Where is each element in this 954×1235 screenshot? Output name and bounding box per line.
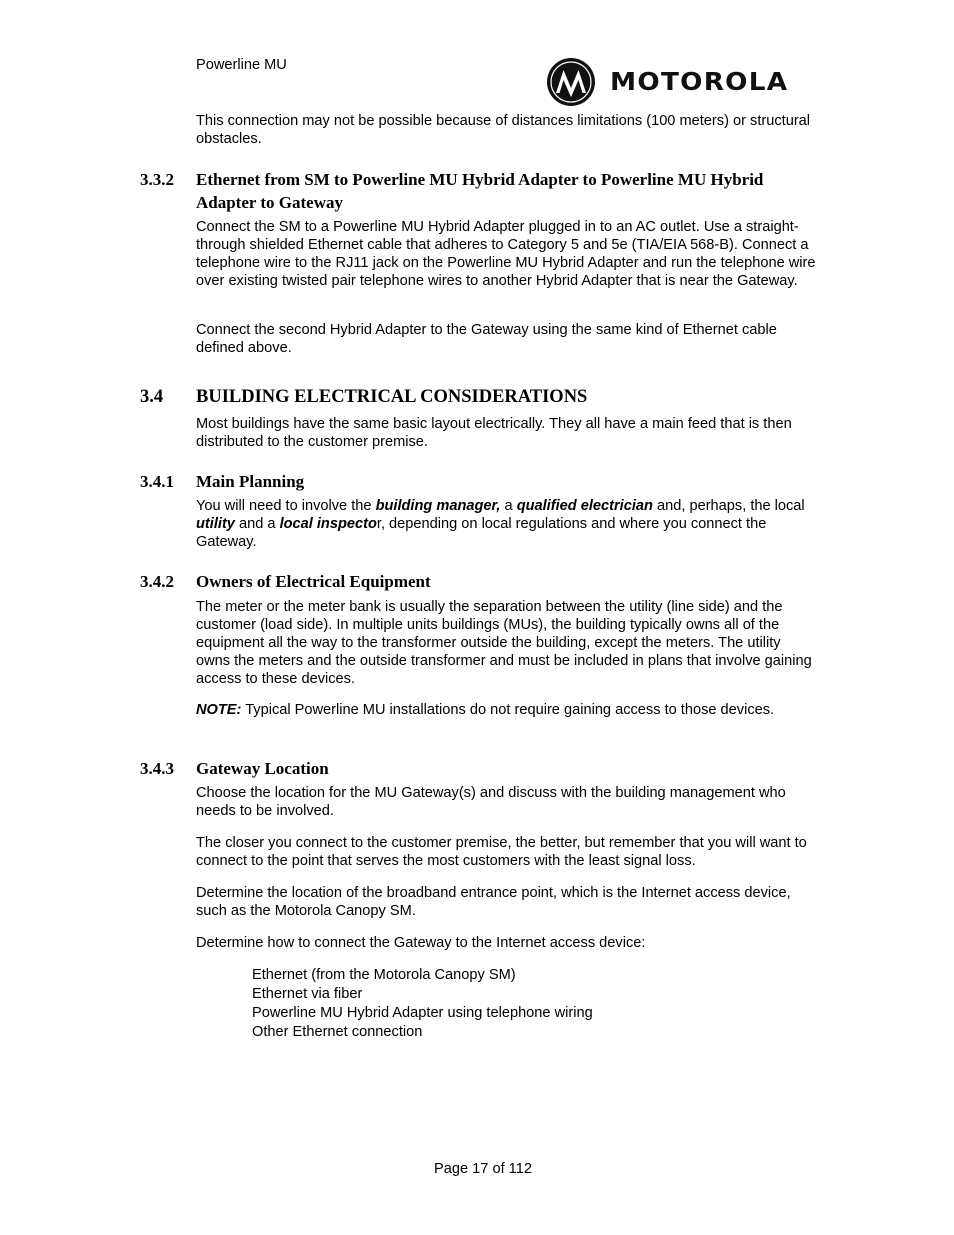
note-text: Typical Powerline MU installations do not require gaining access to those devices. bbox=[241, 702, 775, 718]
section-title: Gateway Location bbox=[196, 759, 329, 778]
section-3-4-3-paragraph-1: Choose the location for the MU Gateway(s) and discuss with the building management who needs to be involved. bbox=[196, 785, 786, 819]
emphasis-building-manager: building manager, bbox=[375, 498, 501, 514]
list-item: Other Ethernet connection bbox=[252, 1024, 423, 1040]
section-title: BUILDING ELECTRICAL CONSIDERATIONS bbox=[196, 387, 588, 407]
section-3-4-2-paragraph: The meter or the meter bank is usually the separation between the utility (line side) and the customer (load side). In multiple units buildings (MUs), the building typically owns all of the equipment all the way to the transformer outside the building, except the meters. The utility owns the meters and the outside transformer and must be included in plans that involve gaining access to these devices. bbox=[196, 599, 812, 687]
section-number: 3.4.2 bbox=[140, 572, 174, 591]
page-number: Page 17 of 112 bbox=[434, 1161, 532, 1177]
emphasis-utility: utility bbox=[196, 516, 235, 532]
header-title: Powerline MU bbox=[196, 57, 287, 73]
section-3-4-3-paragraph-2: The closer you connect to the customer premise, the better, but remember that you will want to connect to the point that serves the most customers with the least signal loss. bbox=[196, 835, 807, 869]
motorola-batwing-icon bbox=[546, 57, 596, 107]
heading-3-4 bbox=[140, 386, 820, 410]
list-item: Powerline MU Hybrid Adapter using telephone wiring bbox=[252, 1005, 593, 1021]
section-title: Main Planning bbox=[196, 472, 305, 491]
emphasis-qualified-electrician: qualified electrician bbox=[516, 498, 653, 514]
intro-paragraph: This connection may not be possible because of distances limitations (100 meters) or structural obstacles. bbox=[196, 113, 811, 147]
connection-options-list bbox=[252, 966, 812, 1042]
section-title: Owners of Electrical Equipment bbox=[196, 572, 431, 591]
emphasis-local-inspector: local inspecto bbox=[279, 516, 377, 532]
note-paragraph bbox=[196, 701, 816, 719]
section-number: 3.4 bbox=[140, 387, 164, 407]
note-label: NOTE: bbox=[196, 702, 242, 718]
logo-wordmark: MOTOROLA bbox=[610, 67, 789, 96]
section-3-4-paragraph: Most buildings have the same basic layout electrically. They all have a main feed that is then distributed to the customer premise. bbox=[196, 416, 792, 450]
heading-3-4-2 bbox=[140, 570, 820, 594]
heading-3-4-1 bbox=[140, 470, 820, 494]
section-3-4-3-paragraph-3: Determine the location of the broadband entrance point, which is the Internet access device, such as the Motorola Canopy SM. bbox=[196, 885, 791, 919]
heading-3-4-3 bbox=[140, 757, 820, 781]
section-3-3-2-paragraph-2: Connect the second Hybrid Adapter to the Gateway using the same kind of Ethernet cable defined above. bbox=[196, 322, 777, 356]
section-title: Ethernet from SM to Powerline MU Hybrid Adapter to Powerline MU Hybrid Adapter to Gateway bbox=[196, 170, 764, 212]
motorola-logo bbox=[546, 56, 808, 108]
heading-3-3-2 bbox=[140, 168, 820, 214]
section-3-3-2-paragraph-1: Connect the SM to a Powerline MU Hybrid Adapter plugged in to an AC outlet. Use a straight-through shielded Ethernet cable that adheres to Category 5 and 5e (TIA/EIA 568-B). Connect a telephone wire to the RJ11 jack on the Powerline MU Hybrid Adapter and run the telephone wire over existing twisted pair telephone wires to another Hybrid Adapter that is near the Gateway. bbox=[196, 219, 816, 289]
section-3-4-3-paragraph-4: Determine how to connect the Gateway to the Internet access device: bbox=[196, 935, 646, 951]
section-3-4-1-paragraph: You will need to involve the building manager, a qualified electrician and, perhaps, the local utility and a local inspector, depending on local regulations and where you connect the Gateway. bbox=[196, 498, 805, 550]
section-number: 3.3.2 bbox=[140, 170, 174, 189]
section-number: 3.4.3 bbox=[140, 759, 174, 778]
list-item: Ethernet via fiber bbox=[252, 986, 363, 1002]
section-number: 3.4.1 bbox=[140, 472, 174, 491]
list-item: Ethernet (from the Motorola Canopy SM) bbox=[252, 967, 516, 983]
